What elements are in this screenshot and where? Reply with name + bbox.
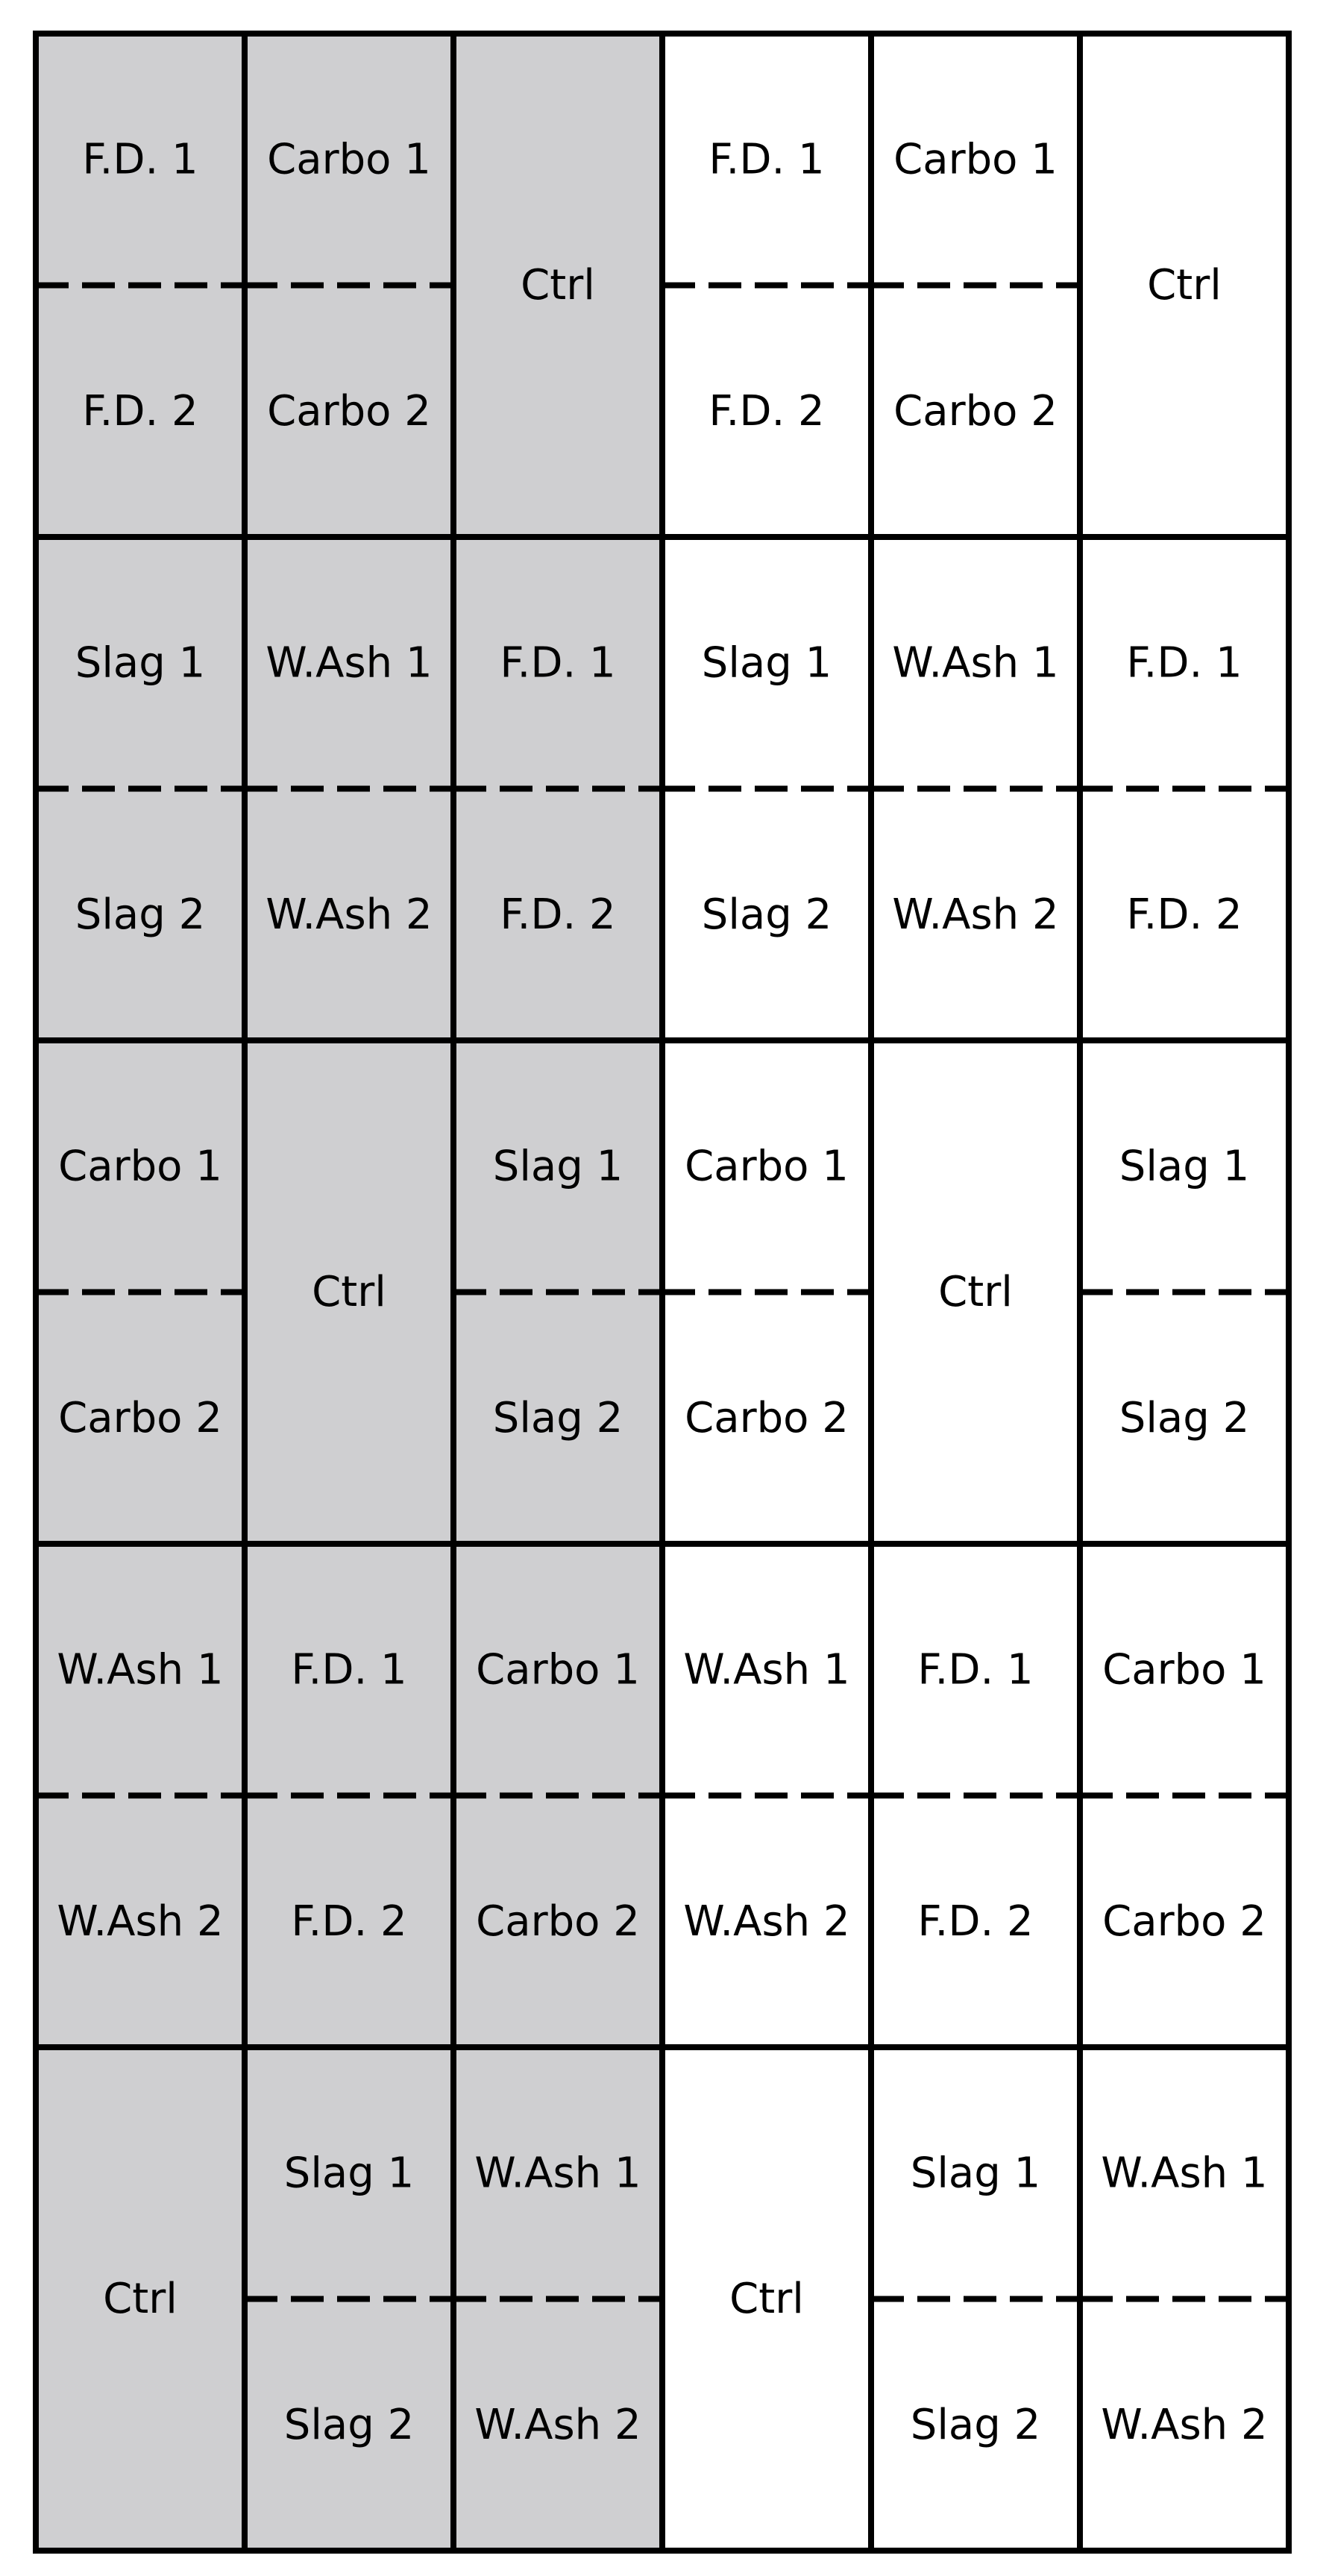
subplot-label: W.Ash 1 (266, 638, 433, 688)
subplot-label: Carbo 1 (1102, 1645, 1266, 1694)
subplot-label: Slag 2 (1119, 1393, 1250, 1442)
subplot-label: Carbo 2 (893, 386, 1058, 436)
subplot-label: F.D. 2 (82, 386, 198, 436)
subplot-label: F.D. 1 (82, 135, 198, 184)
subplot-label: Carbo 1 (58, 1142, 222, 1191)
plot-label: Ctrl (521, 261, 595, 310)
subplot-label: Carbo 2 (58, 1393, 222, 1442)
subplot-label: Slag 1 (283, 2149, 415, 2198)
subplot-label: Carbo 1 (267, 135, 431, 184)
subplot-label: F.D. 1 (709, 135, 825, 184)
subplot-label: W.Ash 1 (683, 1645, 850, 1694)
plot-label: Ctrl (938, 1268, 1013, 1316)
plot-label: Ctrl (103, 2275, 177, 2323)
subplot-label: F.D. 2 (500, 890, 616, 939)
subplot-label: Carbo 2 (267, 386, 431, 436)
subplot-label: Carbo 1 (476, 1645, 640, 1694)
plot-label: Ctrl (312, 1268, 386, 1316)
subplot-label: F.D. 2 (291, 1897, 407, 1946)
subplot-label: Carbo 1 (893, 135, 1058, 184)
subplot-label: Carbo 2 (1102, 1897, 1266, 1946)
subplot-label: W.Ash 2 (57, 1897, 224, 1946)
subplot-label: Slag 1 (910, 2149, 1041, 2198)
subplot-label: Carbo 1 (685, 1142, 849, 1191)
subplot-label: W.Ash 1 (1101, 2149, 1268, 2198)
subplot-label: W.Ash 2 (266, 890, 433, 939)
subplot-label: Slag 2 (283, 2400, 415, 2449)
subplot-label: F.D. 2 (917, 1897, 1034, 1946)
subplot-label: Slag 1 (1119, 1142, 1250, 1191)
subplot-label: Carbo 2 (685, 1393, 849, 1442)
subplot-label: W.Ash 2 (683, 1897, 850, 1946)
subplot-label: F.D. 2 (1126, 890, 1242, 939)
plot-label: Ctrl (1147, 261, 1222, 310)
subplot-label: W.Ash 1 (474, 2149, 641, 2198)
subplot-label: Carbo 2 (476, 1897, 640, 1946)
subplot-label: F.D. 1 (500, 638, 616, 688)
subplot-label: Slag 1 (701, 638, 832, 688)
subplot-label: Slag 1 (75, 638, 206, 688)
plot-label: Ctrl (729, 2275, 804, 2323)
subplot-label: W.Ash 2 (1101, 2400, 1268, 2449)
subplot-label: Slag 1 (492, 1142, 623, 1191)
subplot-label: W.Ash 2 (474, 2400, 641, 2449)
subplot-label: F.D. 1 (917, 1645, 1034, 1694)
subplot-label: Slag 2 (75, 890, 206, 939)
subplot-label: F.D. 2 (709, 386, 825, 436)
subplot-label: F.D. 1 (1126, 638, 1242, 688)
subplot-label: W.Ash 1 (892, 638, 1059, 688)
subplot-label: Slag 2 (492, 1393, 623, 1442)
subplot-label: W.Ash 1 (57, 1645, 224, 1694)
subplot-label: Slag 2 (910, 2400, 1041, 2449)
subplot-label: F.D. 1 (291, 1645, 407, 1694)
subplot-label: W.Ash 2 (892, 890, 1059, 939)
subplot-label: Slag 2 (701, 890, 832, 939)
